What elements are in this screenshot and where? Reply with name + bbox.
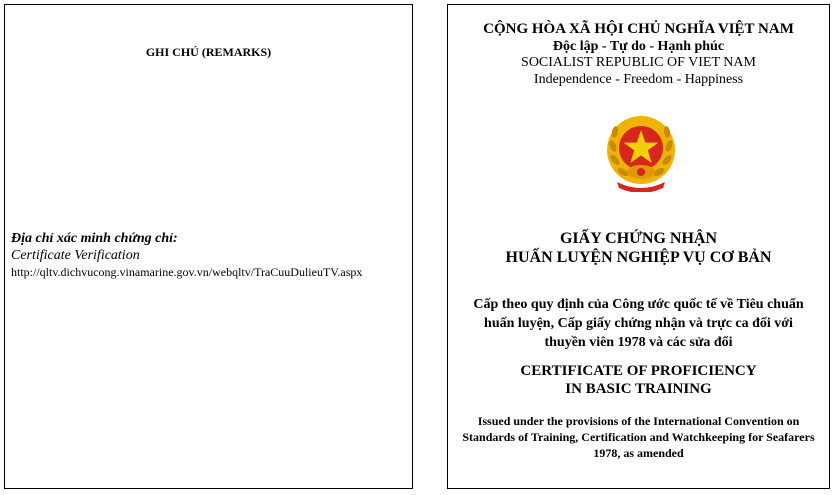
country-name-vn: CỘNG HÒA XÃ HỘI CHỦ NGHĨA VIỆT NAM — [483, 21, 794, 37]
issued-under-en: Issued under the provisions of the International Convention on Standards of Training, Certification and Watchkeeping for Seafarers 1978, as amended — [462, 414, 815, 460]
certificate-title-en-line1: CERTIFICATE OF PROFICIENCY — [520, 363, 757, 379]
motto-vn: Độc lập - Tự do - Hạnh phúc — [552, 39, 725, 54]
verification-block — [11, 230, 411, 280]
remarks-title: GHI CHÚ (REMARKS) — [145, 45, 272, 59]
country-name-en: SOCIALIST REPUBLIC OF VIET NAM — [521, 55, 756, 70]
verification-url[interactable]: http://qltv.dichvucong.vinamarine.gov.vn/webqltv/TraCuuDulieuTV.aspx — [11, 265, 363, 279]
verification-label-vn: Địa chỉ xác minh chứng chỉ: — [11, 231, 178, 246]
remarks-page — [4, 4, 413, 489]
motto-en: Independence - Freedom - Happiness — [533, 72, 744, 87]
verification-label-en: Certificate Verification — [11, 248, 140, 263]
certificate-title-vn-line1: GIẤY CHỨNG NHẬN — [559, 230, 718, 247]
issued-under-vn: Cấp theo quy định của Công ước quốc tế về Tiêu chuẩn huấn luyện, Cấp giấy chứng nhận và trực ca đối với thuyền viên 1978 và các sửa đổi — [473, 297, 804, 350]
certificate-title-en-line2: IN BASIC TRAINING — [565, 381, 712, 397]
national-emblem-icon — [603, 112, 679, 192]
cover-page — [447, 4, 830, 489]
certificate-title-vn-line2: HUẤN LUYỆN NGHIỆP VỤ CƠ BẢN — [505, 249, 772, 266]
